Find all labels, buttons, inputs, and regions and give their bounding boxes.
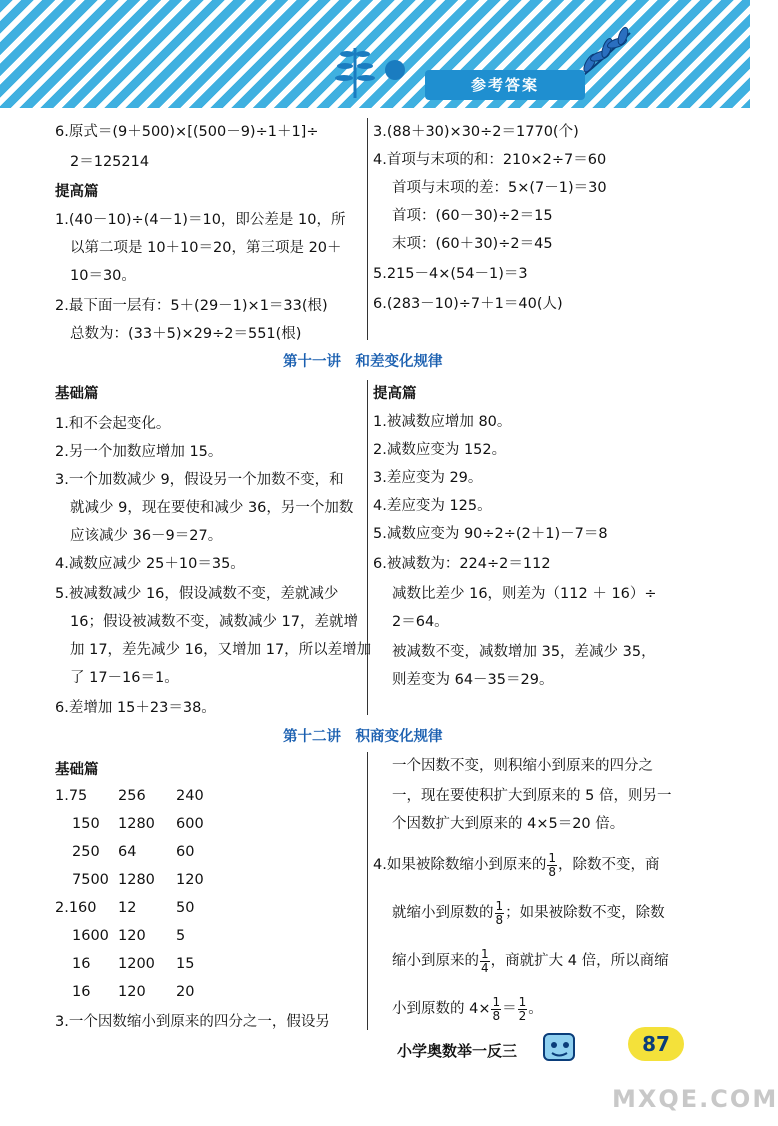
text-line (392, 946, 669, 976)
section-heading: 基础篇 (55, 386, 99, 402)
table-cell: 120 (118, 928, 146, 944)
table-cell: 150 (72, 816, 100, 832)
text-part: 小到原数的 4× (392, 1001, 491, 1017)
column-divider (367, 380, 368, 715)
text-line: 2＝64。 (392, 614, 449, 630)
table-cell: 7500 (72, 872, 109, 888)
table-cell: 240 (176, 788, 204, 804)
text-part: ，除数不变，商 (557, 857, 660, 873)
numerator: 1 (495, 898, 504, 913)
table-cell: 600 (176, 816, 204, 832)
table-cell: 120 (118, 984, 146, 1000)
column-divider (367, 752, 368, 1030)
text-line: 10＝30。 (70, 268, 136, 284)
text-line: 了 17－16＝1。 (70, 670, 179, 686)
lecture-title: 第十一讲 和差变化规律 (283, 354, 443, 370)
table-cell: 16 (72, 984, 91, 1000)
watermark: MXQE.COM (612, 1085, 778, 1113)
text-line: 5.减数应变为 90÷2÷(2＋1)－7＝8 (373, 526, 608, 542)
text-line: 首项：(60－30)÷2＝15 (392, 208, 553, 224)
denominator: 2 (518, 1008, 527, 1023)
text-line (392, 898, 665, 928)
calculator-mascot-icon (540, 1030, 580, 1066)
text-line (392, 994, 543, 1024)
text-line: 2.减数应变为 152。 (373, 442, 507, 458)
numerator: 1 (492, 994, 501, 1009)
table-cell: 2.160 (55, 900, 97, 916)
fraction (547, 852, 557, 879)
text-line: 1.被减数应增加 80。 (373, 414, 512, 430)
text-line: 首项与末项的差：5×(7－1)＝30 (392, 180, 607, 196)
text-line: 2.另一个加数应增加 15。 (55, 444, 223, 460)
numerator: 1 (548, 850, 556, 865)
text-line: 3.(88＋30)×30÷2＝1770(个) (373, 124, 579, 140)
text-line: 减数比差少 16，则差为（112 ＋ 16）÷ (392, 586, 657, 602)
text-line: 4.差应变为 125。 (373, 498, 492, 514)
text-line: 1.和不会起变化。 (55, 416, 171, 432)
tree-icon (330, 40, 410, 100)
fraction (491, 996, 501, 1023)
text-line: 就减少 9，现在要使和减少 36，另一个加数 (70, 500, 354, 516)
book-title: 小学奥数举一反三 (397, 1042, 518, 1060)
text-line: 被减数不变，减数增加 35，差减少 35， (392, 644, 656, 660)
text-line: 则差变为 64－35＝29。 (392, 672, 554, 688)
text-line: 2＝125214 (70, 154, 150, 170)
table-cell: 15 (176, 956, 195, 972)
text-line: 一个因数不变，则积缩小到原来的四分之 (392, 758, 653, 774)
table-cell: 1.75 (55, 788, 88, 804)
text-part: 4.如果被除数缩小到原来的 (373, 857, 547, 873)
table-cell: 120 (176, 872, 204, 888)
text-line: 6.(283－10)÷7＋1＝40(人) (373, 296, 563, 312)
text-line: 5.被减数减少 16，假设减数不变，差就减少 (55, 586, 339, 602)
text-line: 应该减少 36－9＝27。 (70, 528, 223, 544)
column-divider (367, 118, 368, 340)
text-line: 末项：(60＋30)÷2＝45 (392, 236, 553, 252)
text-part: ，商就扩大 4 倍，所以商缩 (490, 953, 669, 969)
text-part: ；如果被除数不变，除数 (505, 905, 665, 921)
text-line: 以第二项是 10＋10＝20，第三项是 20＋ (70, 240, 342, 256)
text-line: 4.减数应减少 25＋10＝35。 (55, 556, 245, 572)
text-line: 1.(40－10)÷(4－1)＝10，即公差是 10，所 (55, 212, 346, 228)
text-line: 3.差应变为 29。 (373, 470, 483, 486)
text-line: 加 17，差先减少 16，又增加 17，所以差增加 (70, 642, 372, 658)
text-line: 个因数扩大到原来的 4×5＝20 倍。 (392, 816, 625, 832)
table-cell: 50 (176, 900, 195, 916)
page-number: 87 (628, 1027, 684, 1061)
table-cell: 256 (118, 788, 146, 804)
table-cell: 12 (118, 900, 137, 916)
table-cell: 250 (72, 844, 100, 860)
table-cell: 1280 (118, 816, 155, 832)
fraction (495, 900, 505, 927)
text-line: 5.215－4×(54－1)＝3 (373, 266, 528, 282)
table-cell: 5 (176, 928, 186, 944)
table-cell: 1280 (118, 872, 155, 888)
denominator: 8 (492, 1008, 501, 1023)
text-line: 4.首项与末项的和：210×2÷7＝60 (373, 152, 607, 168)
text-line: 16；假设被减数不变，减数减少 17，差就增 (70, 614, 359, 630)
denominator: 8 (495, 912, 504, 927)
fraction (480, 948, 490, 975)
section-heading: 提高篇 (55, 184, 99, 200)
text-line: 6.被减数为：224÷2＝112 (373, 556, 551, 572)
fraction (518, 996, 528, 1023)
table-cell: 64 (118, 844, 137, 860)
text-part: ＝ (502, 1001, 517, 1017)
table-cell: 16 (72, 956, 91, 972)
header-banner (0, 0, 750, 108)
text-part: 就缩小到原数的 (392, 905, 494, 921)
text-part: 缩小到原来的 (392, 953, 479, 969)
numerator: 1 (518, 994, 527, 1009)
text-line: 2.最下面一层有：5＋(29－1)×1＝33(根) (55, 298, 328, 314)
numerator: 1 (481, 946, 489, 961)
lecture-title: 第十二讲 积商变化规律 (283, 729, 443, 745)
table-cell: 1600 (72, 928, 109, 944)
section-heading: 基础篇 (55, 762, 99, 778)
text-part: 。 (528, 1001, 543, 1017)
table-cell: 20 (176, 984, 195, 1000)
denominator: 8 (548, 864, 556, 879)
text-line: 3.一个因数缩小到原来的四分之一，假设另 (55, 1014, 330, 1030)
text-line (373, 850, 659, 880)
text-line: 一，现在要使积扩大到原来的 5 倍，则另一 (392, 788, 672, 804)
table-cell: 1200 (118, 956, 155, 972)
denominator: 4 (481, 960, 489, 975)
text-line: 总数为：(33＋5)×29÷2＝551(根) (70, 326, 302, 342)
text-line: 6.差增加 15＋23＝38。 (55, 700, 216, 716)
answer-key-badge: 参考答案 (425, 70, 585, 100)
table-cell: 60 (176, 844, 195, 860)
text-line: 6.原式＝(9＋500)×[(500－9)÷1＋1]÷ (55, 124, 319, 140)
section-heading: 提高篇 (373, 386, 417, 402)
text-line: 3.一个加数减少 9，假设另一个加数不变，和 (55, 472, 344, 488)
